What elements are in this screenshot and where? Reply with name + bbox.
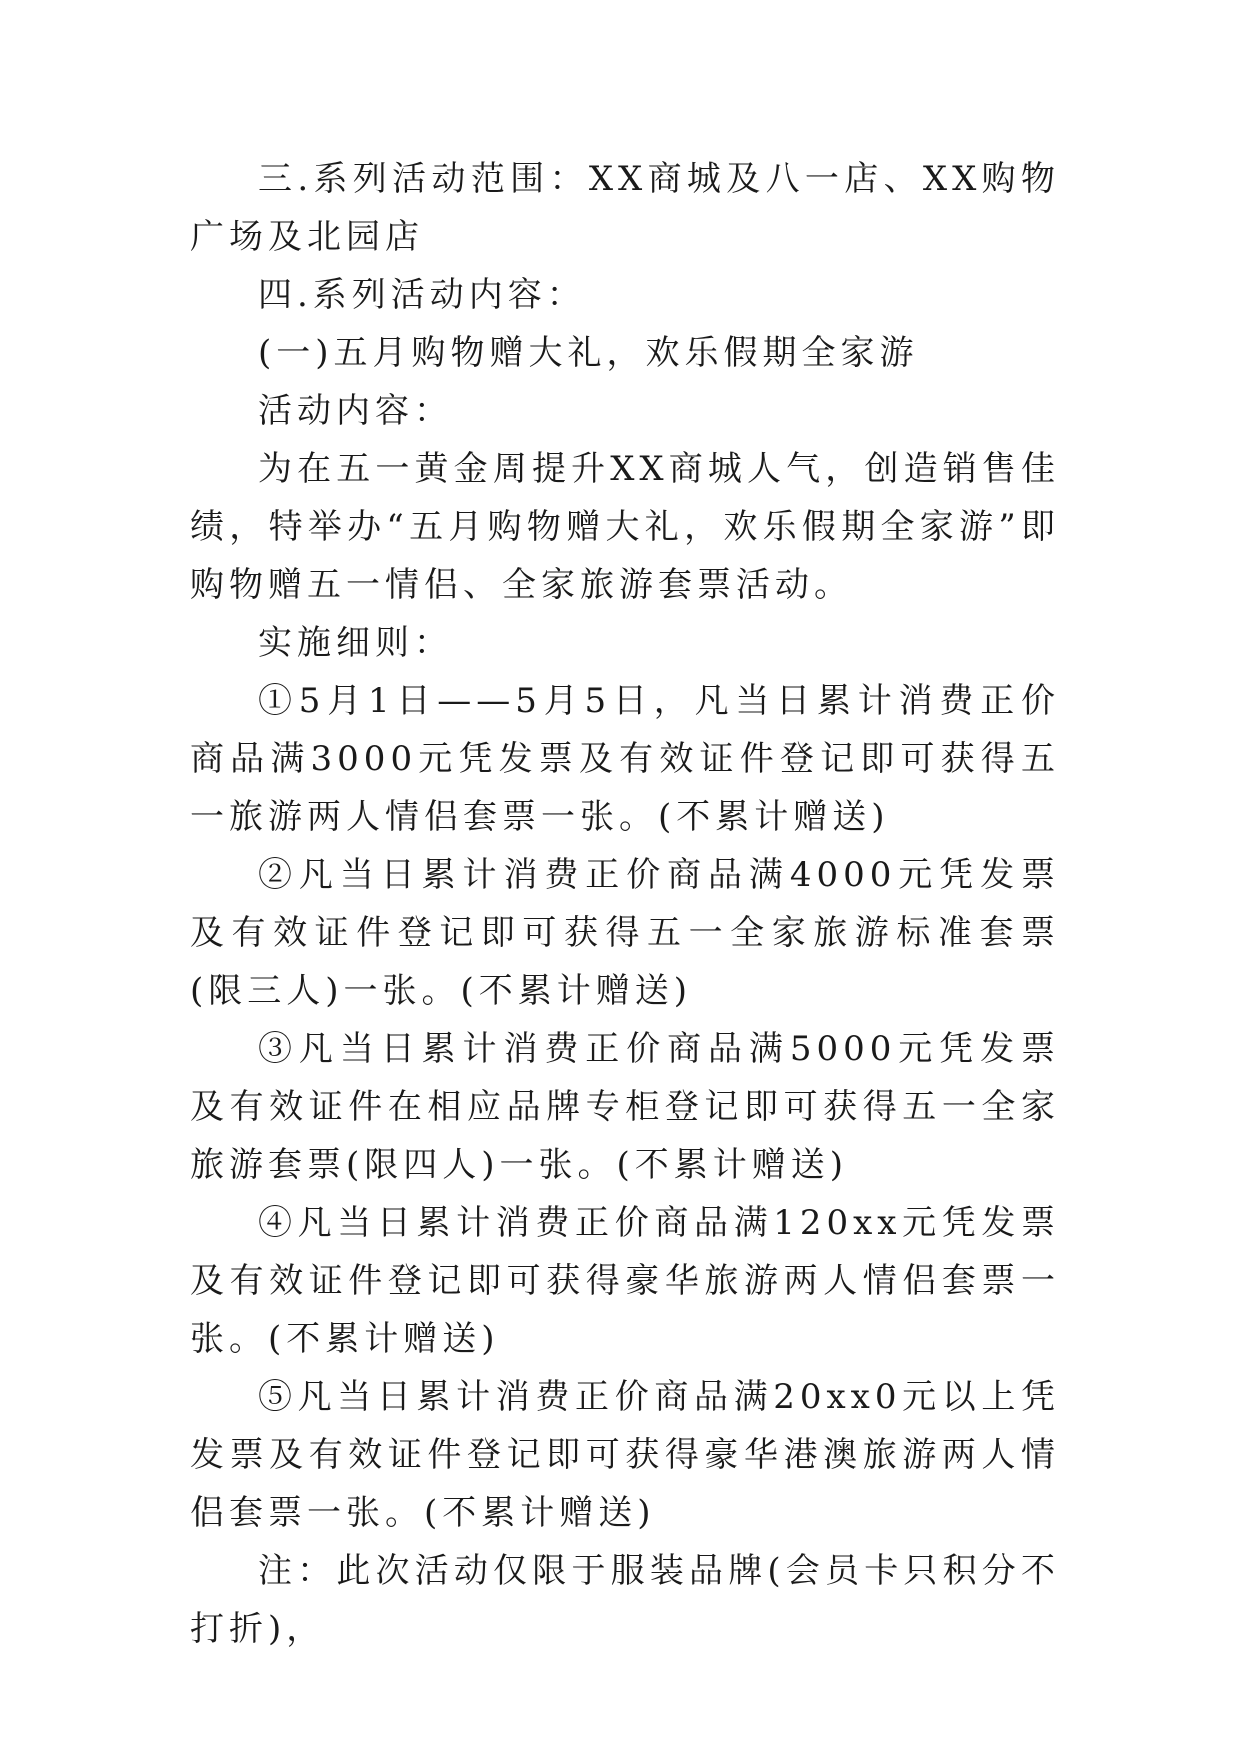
paragraph-rule-1: ①5月1日——5月5日，凡当日累计消费正价商品满3000元凭发票及有效证件登记即可获得五一旅游两人情侣套票一张。(不累计赠送) [190, 681, 1060, 837]
paragraph-activity-label: 活动内容： [258, 391, 453, 431]
paragraph-rules-label: 实施细则： [258, 623, 453, 663]
paragraph-rule-2: ②凡当日累计消费正价商品满4000元凭发票及有效证件登记即可获得五一全家旅游标准套票(限三人)一张。(不累计赠送) [190, 855, 1060, 1011]
paragraph-rule-5: ⑤凡当日累计消费正价商品满20xx0元以上凭发票及有效证件登记即可获得豪华港澳旅游两人情侣套票一张。(不累计赠送) [190, 1377, 1060, 1533]
paragraph-rule-4: ④凡当日累计消费正价商品满120xx元凭发票及有效证件登记即可获得豪华旅游两人情侣套票一张。(不累计赠送) [190, 1203, 1060, 1359]
paragraph-content-heading: 四.系列活动内容： [258, 275, 586, 315]
paragraph-rule-3: ③凡当日累计消费正价商品满5000元凭发票及有效证件在相应品牌专柜登记即可获得五一全家旅游套票(限四人)一张。(不累计赠送) [190, 1029, 1060, 1185]
paragraph-activity-description: 为在五一黄金周提升XX商城人气，创造销售佳绩，特举办“五月购物赠大礼，欢乐假期全家游”即购物赠五一情侣、全家旅游套票活动。 [190, 449, 1060, 605]
paragraph-subheading: (一)五月购物赠大礼，欢乐假期全家游 [258, 333, 919, 373]
paragraph-note: 注：此次活动仅限于服装品牌(会员卡只积分不打折)， [190, 1551, 1060, 1649]
document-body [190, 150, 1060, 1658]
paragraph-scope: 三.系列活动范围：XX商城及八一店、XX购物广场及北园店 [190, 159, 1060, 257]
